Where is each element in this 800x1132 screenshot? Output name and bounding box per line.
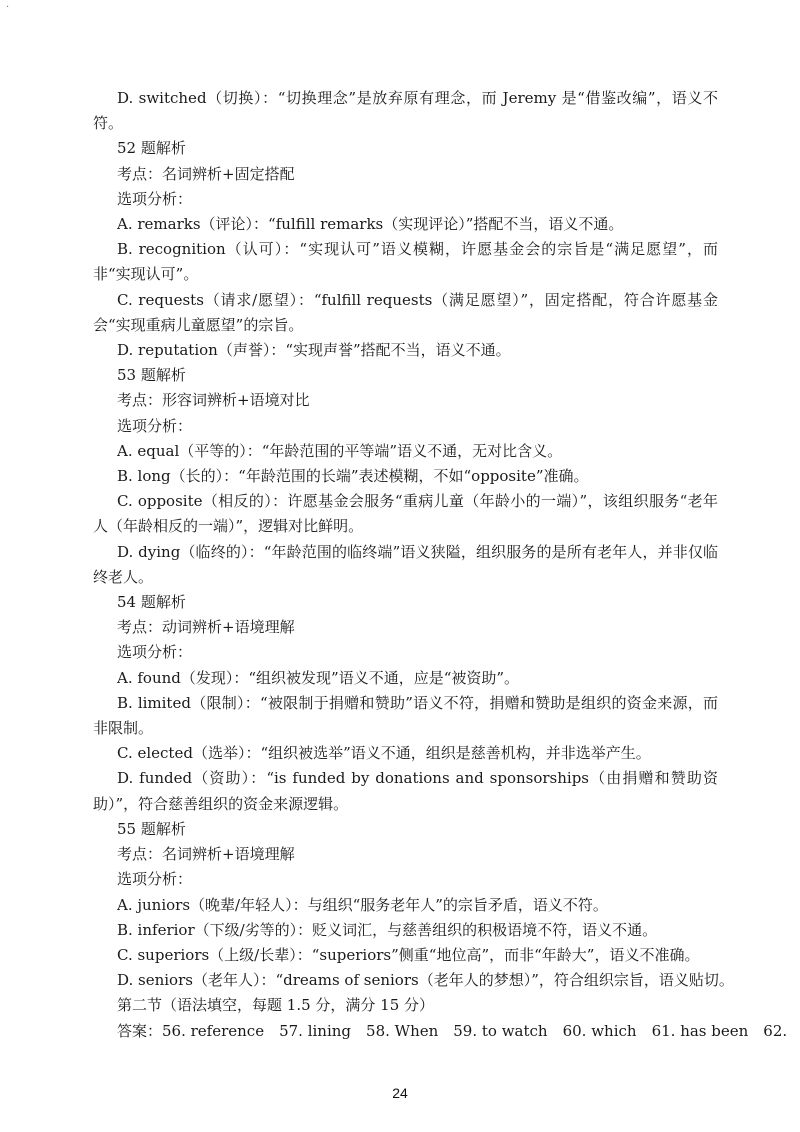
- text-line: 考点：名词辨析+语境理解: [117, 845, 295, 864]
- paragraph: D. funded（资助）：“is funded by donations and sponsorships（由捐赠和赞助资助）”，符合慈善组织的资金来源逻辑。: [93, 769, 718, 813]
- text-line: 考点：名词辨析+固定搭配: [117, 164, 295, 183]
- text-line: 第二节（语法填空，每题 1.5 分，满分 15 分）: [117, 996, 435, 1015]
- text-line: 选项分析：: [117, 416, 193, 435]
- text-line: 考点：动词辨析+语境理解: [117, 618, 295, 637]
- paragraph: D. dying（临终的）：“年龄范围的临终端”语义狭隘，组织服务的是所有老年人，并非仅临终老人。: [93, 542, 718, 586]
- text-line: 选项分析：: [117, 643, 193, 662]
- paragraph: C. opposite（相反的）：许愿基金会服务“重病儿童（年龄小的一端）”，该组织服务“老年人（年龄相反的一端）”，逻辑对比鲜明。: [93, 492, 718, 536]
- text-line: D. reputation（声誉）：“实现声誉”搭配不当，语义不通。: [117, 341, 511, 360]
- corner-mark: ·: [6, 2, 10, 13]
- answer-line: 答案：56. reference 57. lining 58. When 59. to watch 60. which 61. has been 62.: [117, 1021, 788, 1040]
- text-line: 52 题解析: [117, 139, 186, 158]
- text-line: 选项分析：: [117, 189, 193, 208]
- text-line: 54 题解析: [117, 593, 186, 612]
- text-line: A. juniors（晚辈/年轻人）：与组织“服务老年人”的宗旨矛盾，语义不符。: [117, 895, 608, 914]
- text-line: B. long（长的）：“年龄范围的长端”表述模糊，不如“opposite”准确。: [117, 467, 589, 486]
- paragraph: B. limited（限制）：“被限制于捐赠和赞助”语义不符，捐赠和赞助是组织的资金来源，而非限制。: [93, 693, 718, 738]
- document-body: [93, 86, 788, 1044]
- text-line: 考点：形容词辨析+语境对比: [117, 391, 310, 410]
- text-line: A. found（发现）：“组织被发现”语义不通，应是“被资助”。: [117, 668, 520, 687]
- paragraph: C. requests（请求/愿望）：“fulfill requests（满足愿望）”，固定搭配，符合许愿基金会“实现重病儿童愿望”的宗旨。: [93, 290, 718, 334]
- text-line: C. superiors（上级/长辈）：“superiors”侧重“地位高”，而非“年龄大”，语义不准确。: [117, 945, 700, 964]
- text-line: 53 题解析: [117, 366, 186, 385]
- text-line: 选项分析：: [117, 870, 193, 889]
- paragraph: D. switched（切换）：“切换理念”是放弃原有理念，而 Jeremy 是“借鉴改编”，语义不符。: [93, 89, 718, 133]
- text-line: A. equal（平等的）：“年龄范围的平等端”语义不通，无对比含义。: [117, 441, 563, 460]
- text-line: A. remarks（评论）：“fulfill remarks（实现评论）”搭配不当，语义不通。: [117, 215, 624, 234]
- text-line: B. inferior（下级/劣等的）：贬义词汇，与慈善组织的积极语境不符，语义不通。: [117, 920, 658, 939]
- text-line: 55 题解析: [117, 819, 186, 838]
- text-line: C. elected（选举）：“组织被选举”语义不通，组织是慈善机构，并非选举产生。: [117, 744, 651, 763]
- paragraph: B. recognition（认可）：“实现认可”语义模糊，许愿基金会的宗旨是“满足愿望”，而非“实现认可”。: [93, 240, 718, 284]
- text-line: D. seniors（老年人）：“dreams of seniors（老年人的梦想）”，符合组织宗旨，语义贴切。: [117, 971, 734, 990]
- page-number: 24: [392, 1085, 408, 1101]
